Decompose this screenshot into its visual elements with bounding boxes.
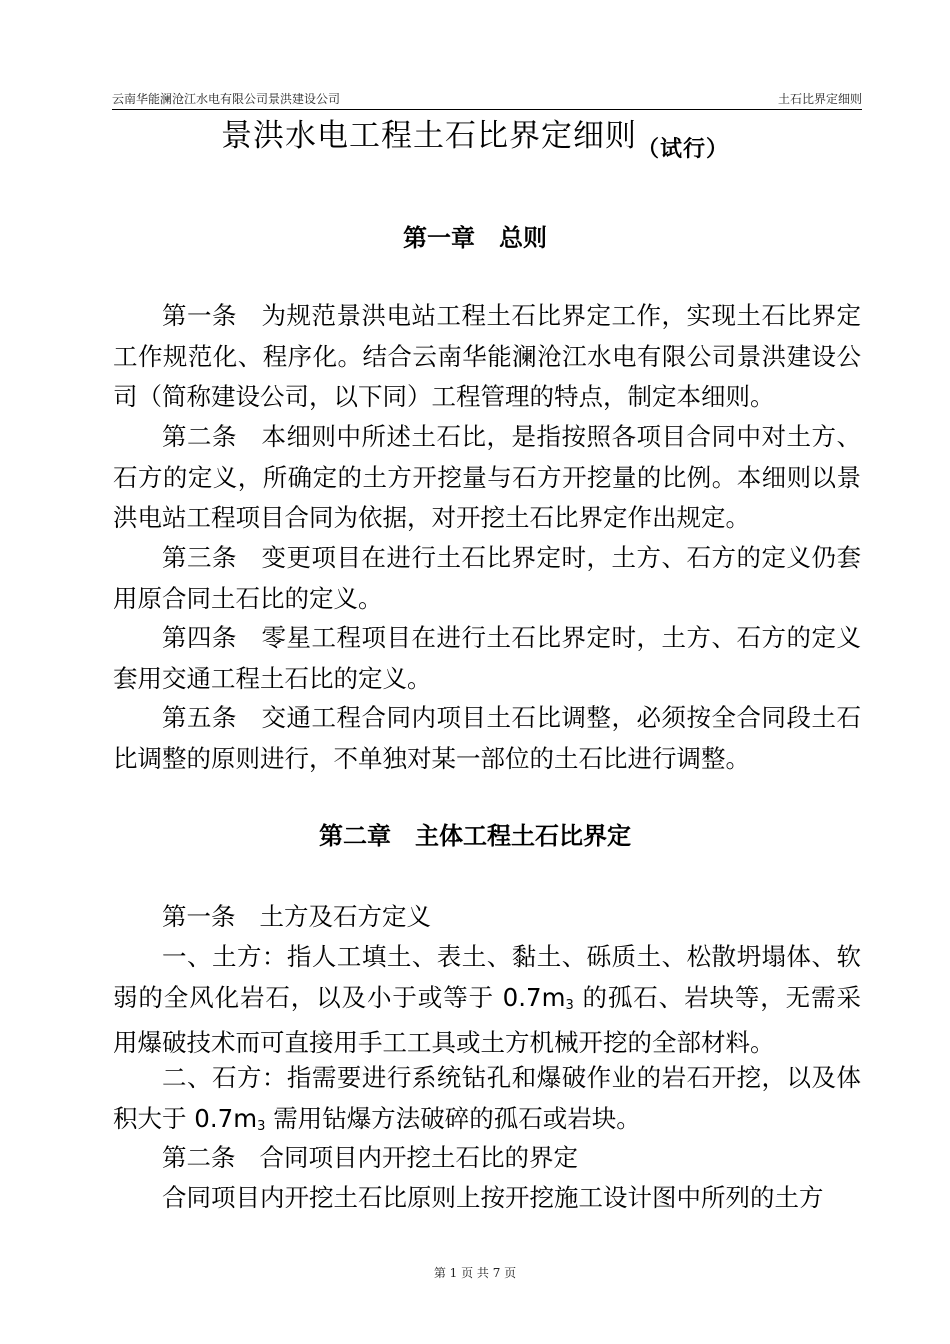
article-text: 合同项目内开挖土石比的界定 bbox=[259, 1143, 578, 1172]
article-text: 零星工程项目在进行土石比界定时，土方、石方的定义套用交通工程土石比的定义。 bbox=[113, 623, 861, 693]
article-label: 第二条 bbox=[162, 422, 237, 451]
article-2 bbox=[113, 417, 861, 539]
header-doc-title: 土石比界定细则 bbox=[777, 92, 862, 106]
chapter2-article-1 bbox=[113, 897, 861, 938]
article-text: 变更项目在进行土石比界定时，土方、石方的定义仍套用原合同土石比的定义。 bbox=[113, 543, 861, 613]
document-title bbox=[0, 110, 950, 162]
article-label: 第一条 bbox=[162, 301, 237, 330]
chapter-2-heading: 第二章 主体工程土石比界定 bbox=[319, 822, 631, 850]
definition-rockwork: 二、石方：指需要进行系统钻孔和爆破作业的岩石开挖，以及体积大于 $0.7m_3$ 需用钻爆方法破碎的孤石或岩块。 bbox=[113, 1063, 861, 1134]
article-5 bbox=[113, 698, 861, 779]
article-text: 为规范景洪电站工程土石比界定工作，实现土石比界定工作规范化、程序化。结合云南华能澜沧江水电有限公司景洪建设公司（简称建设公司，以下同）工程管理的特点，制定本细则。 bbox=[113, 301, 861, 411]
article-4 bbox=[113, 618, 861, 699]
article-label: 第二条 bbox=[162, 1143, 236, 1172]
article-1 bbox=[113, 296, 861, 418]
article-text: 交通工程合同内项目土石比调整，必须按全合同段土石比调整的原则进行，不单独对某一部位的土石比进行调整。 bbox=[113, 703, 861, 773]
article-label: 第五条 bbox=[162, 703, 237, 732]
article-label: 第一条 bbox=[162, 902, 236, 931]
article-text: 本细则中所述土石比，是指按照各项目合同中对土方、石方的定义，所确定的土方开挖量与石方开挖量的比例。本细则以景洪电站工程项目合同为依据，对开挖土石比界定作出规定。 bbox=[113, 422, 861, 532]
page-footer: 第 1 页 共 7 页 bbox=[433, 1266, 517, 1280]
chapter-1-heading: 第一章 总则 bbox=[403, 224, 547, 252]
header-company: 云南华能澜沧江水电有限公司景洪建设公司 bbox=[112, 92, 341, 106]
title-main: 景洪水电工程土石比界定细则 bbox=[220, 118, 637, 154]
article-label: 第三条 bbox=[162, 543, 237, 572]
article-label: 第四条 bbox=[162, 623, 237, 652]
unit-superscript: 3 bbox=[257, 1118, 266, 1134]
definition-earthwork: 一、土方：指人工填土、表土、黏土、砾质土、松散坍塌体、软弱的全风化岩石，以及小于或等于 $0.7m_3$ 的孤石、岩块等，无需采用爆破技术而可直接用手工工具或土方机械开挖的全部材料。 bbox=[113, 942, 861, 1057]
page-header bbox=[112, 90, 862, 110]
chapter2-article-2 bbox=[113, 1138, 861, 1179]
article-3 bbox=[113, 538, 861, 619]
article-text: 土方及石方定义 bbox=[259, 902, 431, 931]
title-sub: （试行） bbox=[636, 137, 729, 162]
unit-superscript: 3 bbox=[565, 997, 574, 1013]
chapter2-article-2-body: 合同项目内开挖土石比原则上按开挖施工设计图中所列的土方 bbox=[162, 1183, 824, 1212]
